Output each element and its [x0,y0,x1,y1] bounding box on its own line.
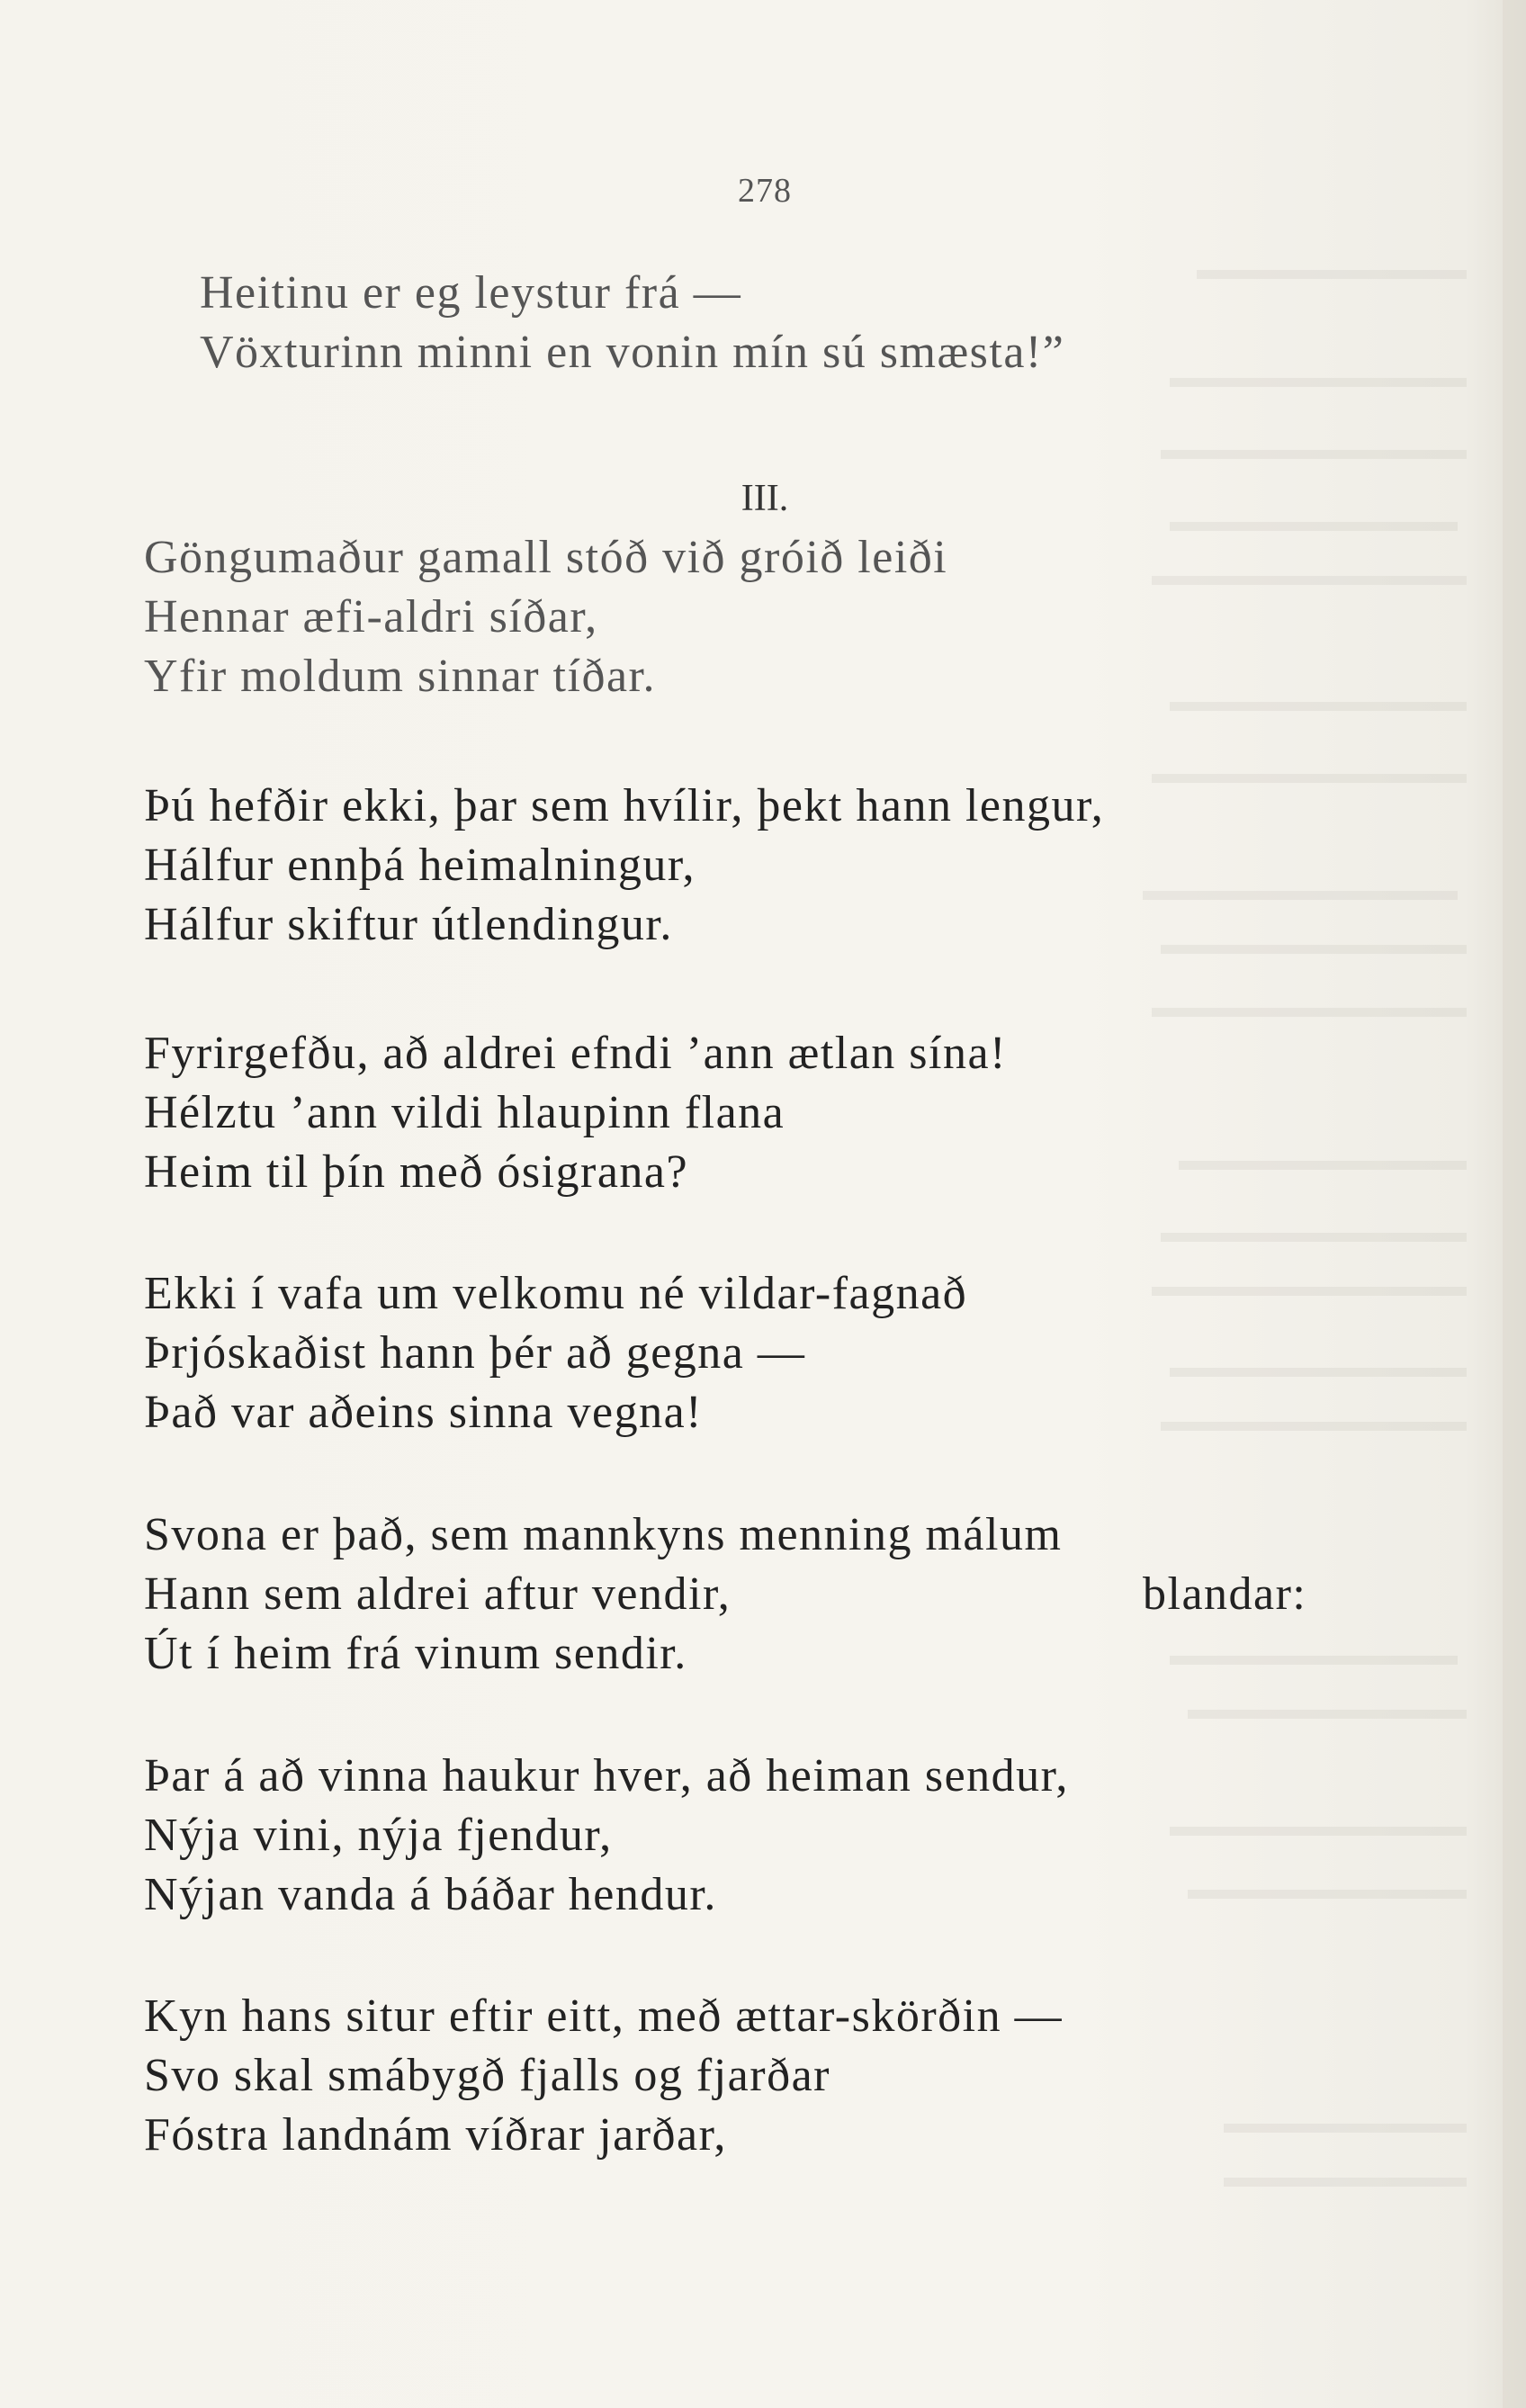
stanza-line: Svo skal smábygð fjalls og fjarðar [144,2050,830,2101]
stanza-line: Nýjan vanda á báðar hendur. [144,1869,717,1920]
stanza-line: Yfir moldum sinnar tíðar. [144,651,656,702]
stanza-line: Fóstra landnám víðrar jarðar, [144,2109,727,2161]
stanza-line: Hélztu ’ann vildi hlaupinn flana [144,1087,785,1138]
page-number: 278 [738,172,792,210]
stanza-line: Hann sem aldrei aftur vendir, [144,1568,732,1620]
stanza-line: Það var aðeins sinna vegna! [144,1387,703,1438]
opening-line-2: Vöxturinn minni en vonin mín sú smæsta!” [200,327,1065,378]
stanza-line: Fyrirgefðu, að aldrei efndi ’ann ætlan sína! [144,1028,1007,1079]
stanza-line: Þar á að vinna haukur hver, að heiman sendur, [144,1750,1069,1802]
stanza-line: Hálfur ennþá heimalningur, [144,840,696,891]
stanza-line: Hennar æfi-aldri síðar, [144,591,598,642]
stanza-line: Hálfur skiftur útlendingur. [144,899,673,950]
stanza-line: Svona er það, sem mannkyns menning málum [144,1509,1063,1560]
section-heading: III. [741,478,789,519]
stanza-line: Göngumaður gamall stóð við gróið leiði [144,532,948,583]
stanza-line: Þú hefðir ekki, þar sem hvílir, þekt hann lengur, [144,780,1105,831]
marginal-word: blandar: [1143,1568,1307,1620]
opening-line-1: Heitinu er eg leystur frá — [200,267,742,319]
stanza-line: Út í heim frá vinum sendir. [144,1628,687,1679]
stanza-line: Kyn hans situr eftir eitt, með ættar-skörðin — [144,1990,1064,2042]
stanza-line: Þrjóskaðist hann þér að gegna — [144,1327,806,1379]
stanza-line: Nýja vini, nýja fjendur, [144,1810,613,1861]
stanza-line: Heim til þín með ósigrana? [144,1146,689,1198]
stanza-line: Ekki í vafa um velkomu né vildar-fagnað [144,1268,968,1319]
